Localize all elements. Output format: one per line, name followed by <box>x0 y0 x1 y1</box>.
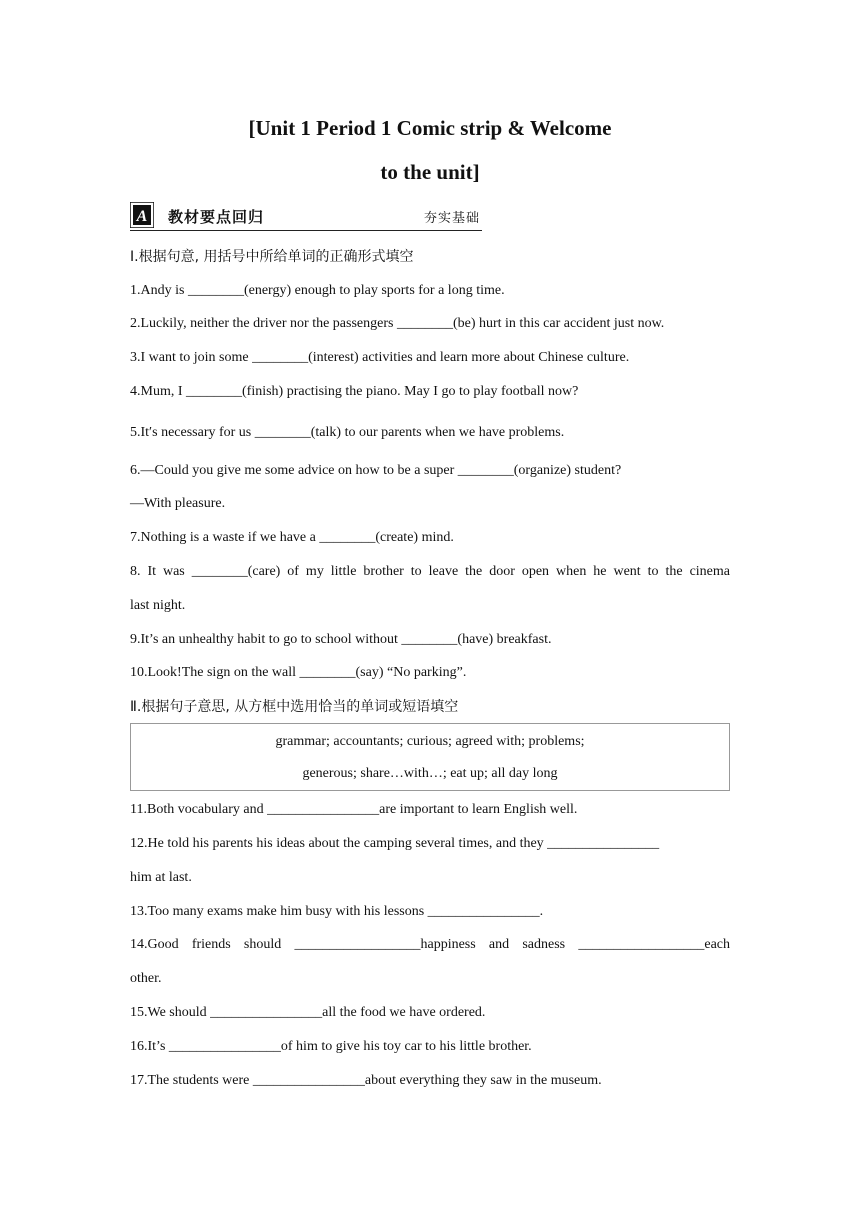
exercise-item: 11.Both vocabulary and ________________are important to learn English well. <box>130 802 578 817</box>
exercise-item: 14.Good friends should __________________happiness and sadness __________________each <box>130 937 730 952</box>
section-header-bar <box>130 201 482 231</box>
part2-heading: Ⅱ.根据句子意思, 从方框中选用恰当的单词或短语填空 <box>130 699 459 715</box>
section-divider <box>130 230 482 231</box>
exercise-item: 17.The students were ________________about everything they saw in the museum. <box>130 1073 602 1088</box>
exercise-item-continued: other. <box>130 971 162 986</box>
exercise-item: 16.It’s ________________of him to give his toy car to his little brother. <box>130 1039 532 1054</box>
exercise-item: 13.Too many exams make him busy with his lessons ________________. <box>130 904 544 919</box>
exercise-item: 6.—Could you give me some advice on how to be a super ________(organize) student? <box>130 463 622 478</box>
page-title-line-2: to the unit] <box>380 160 480 184</box>
exercise-item: 12.He told his parents his ideas about the camping several times, and they ________________ <box>130 836 660 851</box>
word-bank-line: grammar; accountants; curious; agreed with; problems; <box>275 734 585 749</box>
svg-text:A: A <box>136 208 148 225</box>
section-a-badge-icon <box>130 202 154 228</box>
exercise-item: 3.I want to join some ________(interest) activities and learn more about Chinese culture. <box>130 350 630 365</box>
word-bank-line: generous; share…with…; eat up; all day long <box>302 766 558 781</box>
exercise-item: 4.Mum, I ________(finish) practising the piano. May I go to play football now? <box>130 384 579 399</box>
exercise-item-continued: last night. <box>130 598 186 613</box>
exercise-item: 8. It was ________(care) of my little brother to leave the door open when he went to the cinema <box>130 564 730 579</box>
exercise-item: 9.It’s an unhealthy habit to go to school without ________(have) breakfast. <box>130 632 552 647</box>
exercise-item: 2.Luckily, neither the driver nor the passengers ________(be) hurt in this car accident just now. <box>130 316 665 331</box>
exercise-item: 7.Nothing is a waste if we have a ________(create) mind. <box>130 530 454 545</box>
exercise-item-continued: him at last. <box>130 870 192 885</box>
exercise-item: —With pleasure. <box>130 496 226 511</box>
exercise-item: 5.It′s necessary for us ________(talk) to our parents when we have problems. <box>130 425 565 440</box>
exercise-item: 1.Andy is ________(energy) enough to play sports for a long time. <box>130 283 505 298</box>
exercise-item: 15.We should ________________all the food we have ordered. <box>130 1005 486 1020</box>
section-tag: 夯实基础 <box>423 211 480 226</box>
section-heading: 教材要点回归 <box>168 208 265 226</box>
part1-heading: Ⅰ.根据句意, 用括号中所给单词的正确形式填空 <box>130 249 414 265</box>
page-title-line-1: [Unit 1 Period 1 Comic strip & Welcome <box>248 116 612 140</box>
exercise-item: 10.Look!The sign on the wall ________(say) “No parking”. <box>130 665 467 680</box>
word-bank-box <box>130 723 730 791</box>
